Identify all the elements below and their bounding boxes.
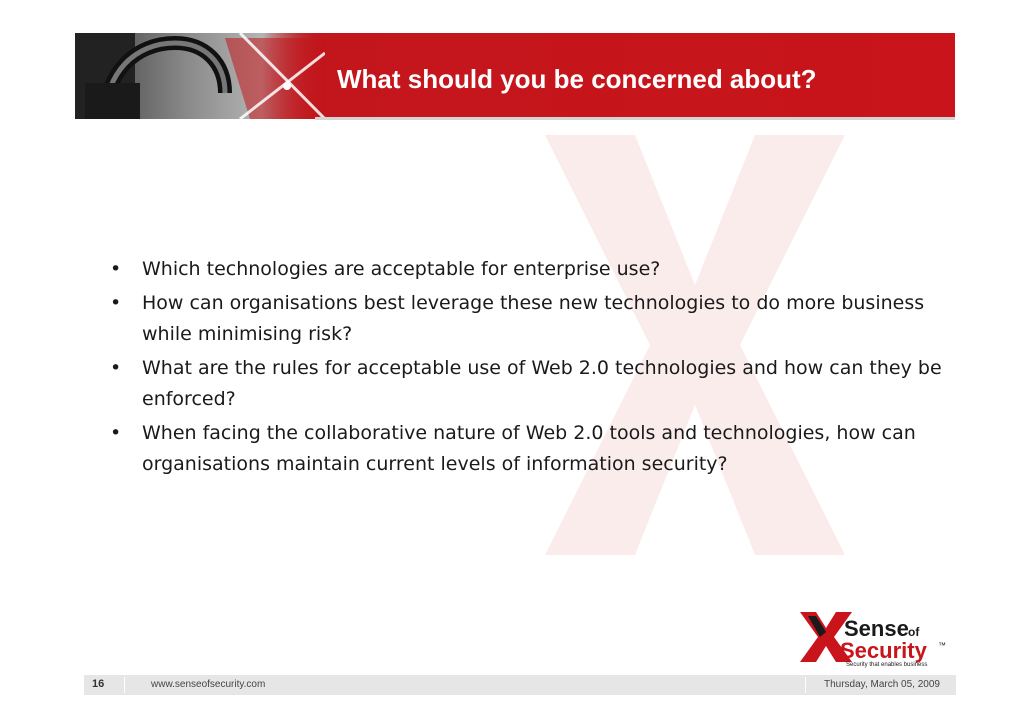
bullet-text: What are the rules for acceptable use of Web 2.0 technologies and how can they be enforced? <box>142 357 942 410</box>
logo-tm: ™ <box>938 641 946 650</box>
footer-bar <box>84 675 956 695</box>
footer-divider <box>124 677 125 693</box>
bullet-icon: • <box>110 292 122 314</box>
bullet-text: When facing the collaborative nature of Web 2.0 tools and technologies, how can organisations maintain current levels of information security? <box>142 422 916 475</box>
title-banner <box>75 33 955 119</box>
list-item <box>108 353 948 415</box>
bullet-icon: • <box>110 258 122 280</box>
list-item <box>108 418 948 480</box>
footer-date: Thursday, March 05, 2009 <box>824 679 940 690</box>
logo-word-sense: Sense <box>844 616 909 641</box>
footer-url: www.senseofsecurity.com <box>151 679 266 690</box>
logo-tagline: Security that enables business <box>846 662 928 668</box>
title-underline <box>315 117 955 120</box>
bullet-icon: • <box>110 422 122 444</box>
bullet-list <box>108 254 948 483</box>
slide-title: What should you be concerned about? <box>337 64 817 94</box>
logo-word-of: of <box>908 625 920 639</box>
list-item <box>108 254 948 285</box>
logo-word-security: Security <box>840 638 927 663</box>
bullet-text: Which technologies are acceptable for enterprise use? <box>142 258 661 280</box>
list-item <box>108 288 948 350</box>
bullet-icon: • <box>110 357 122 379</box>
padlock-photo-icon <box>75 33 325 119</box>
bullet-text: How can organisations best leverage these new technologies to do more business while minimising risk? <box>142 292 925 345</box>
footer-divider <box>805 677 806 693</box>
sense-of-security-logo <box>796 606 956 668</box>
page-number: 16 <box>92 678 105 690</box>
